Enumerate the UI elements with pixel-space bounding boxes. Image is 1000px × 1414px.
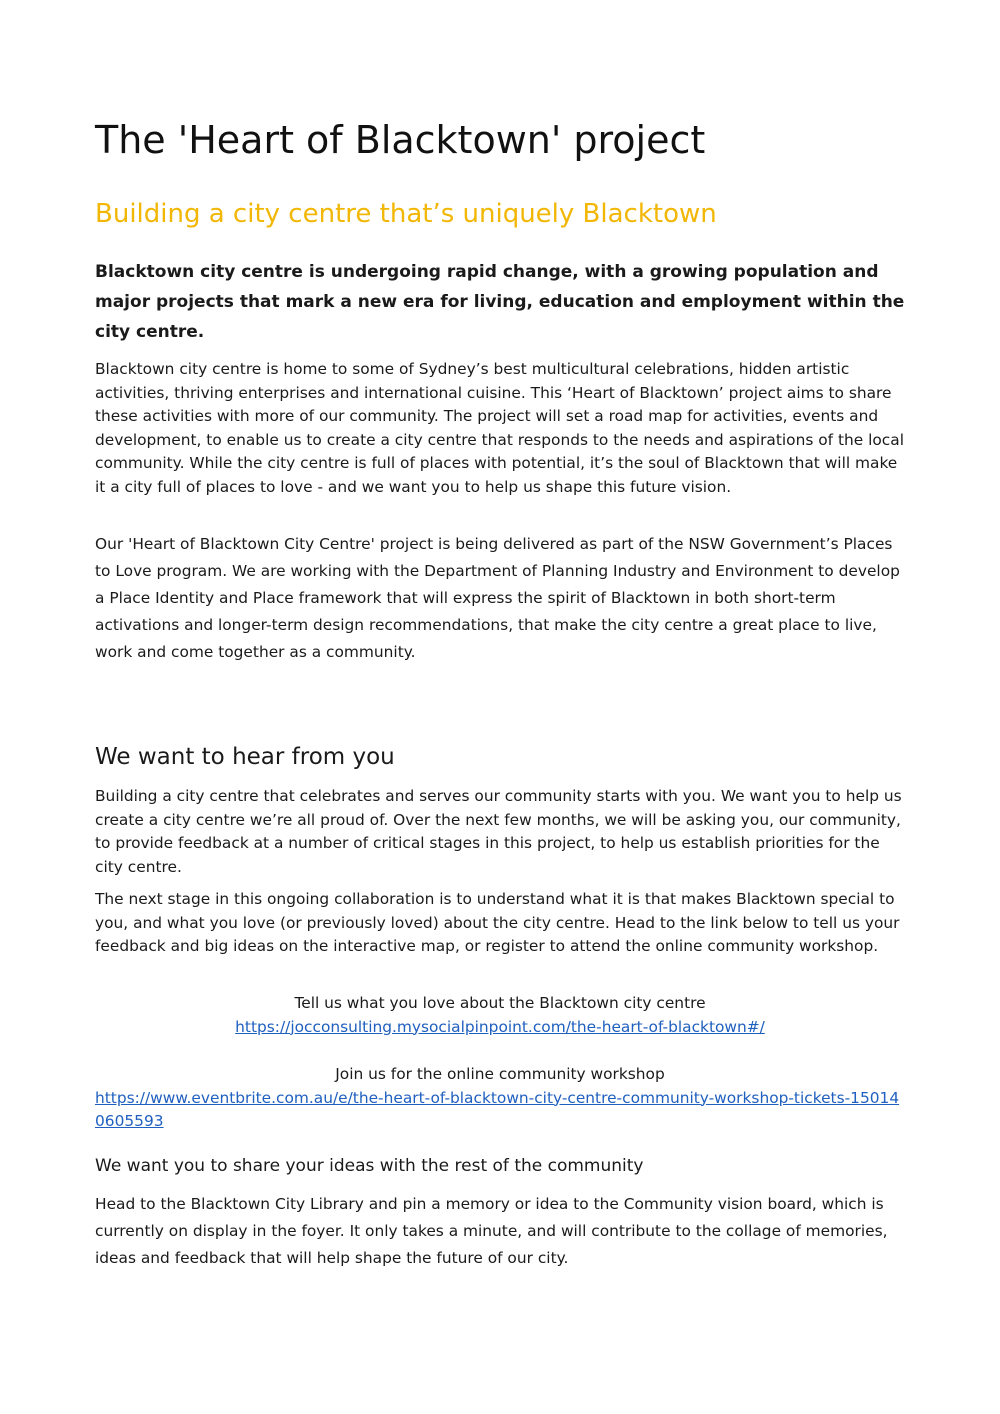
section-heading: We want to hear from you: [95, 744, 395, 770]
lead-paragraph: Blacktown city centre is undergoing rapid change, with a growing population and major projects that mark a new era for living, education and employment within the city centre.: [95, 262, 905, 342]
subsection-heading: We want you to share your ideas with the rest of the community: [95, 1156, 644, 1176]
map-link[interactable]: https://jocconsulting.mysocialpinpoint.com/the-heart-of-blacktown#/: [235, 1017, 765, 1036]
map-link-block: [95, 992, 905, 1039]
feedback-paragraph: Building a city centre that celebrates and serves our community starts with you. We want you to help us create a city centre we’re all proud of. Over the next few months, we will be asking you, our community, to provide feedback at a number of critical stages in this project, to help us establish priorities for the city centre.: [95, 787, 902, 876]
page-subtitle: Building a city centre that’s uniquely Blacktown: [95, 199, 717, 229]
library-paragraph: Head to the Blacktown City Library and pin a memory or idea to the Community vision board, which is currently on display in the foyer. It only takes a minute, and will contribute to the collage of memories, ideas and feedback that will help shape the future of our city.: [95, 1195, 888, 1267]
workshop-link[interactable]: https://www.eventbrite.com.au/e/the-heart-of-blacktown-city-centre-community-workshop-tickets-150140605593: [95, 1088, 900, 1130]
program-paragraph: Our 'Heart of Blacktown City Centre' project is being delivered as part of the NSW Government’s Places to Love program. We are working with the Department of Planning Industry and Environment to develop a Place Identity and Place framework that will express the spirit of Blacktown in both short-term activations and longer-term design recommendations, that make the city centre a great place to live, work and come together as a community.: [95, 535, 900, 661]
workshop-link-block: [95, 1063, 905, 1134]
intro-paragraph: Blacktown city centre is home to some of Sydney’s best multicultural celebrations, hidden artistic activities, thriving enterprises and international cuisine. This ‘Heart of Blacktown’ project aims to share these activities with more of our community. The project will set a road map for activities, events and development, to enable us to create a city centre that responds to the needs and aspirations of the local community. While the city centre is full of places with potential, it’s the soul of Blacktown that will make it a city full of places to love - and we want you to help us shape this future vision.: [95, 360, 904, 496]
map-prompt: Tell us what you love about the Blacktown city centre: [294, 994, 706, 1012]
next-stage-paragraph: The next stage in this ongoing collaboration is to understand what it is that makes Blacktown special to you, and what you love (or previously loved) about the city centre. Head to the link below to tell us your feedback and big ideas on the interactive map, or register to attend the online community workshop.: [95, 890, 900, 955]
page-title: The 'Heart of Blacktown' project: [95, 118, 706, 162]
workshop-prompt: Join us for the online community workshop: [335, 1065, 665, 1083]
